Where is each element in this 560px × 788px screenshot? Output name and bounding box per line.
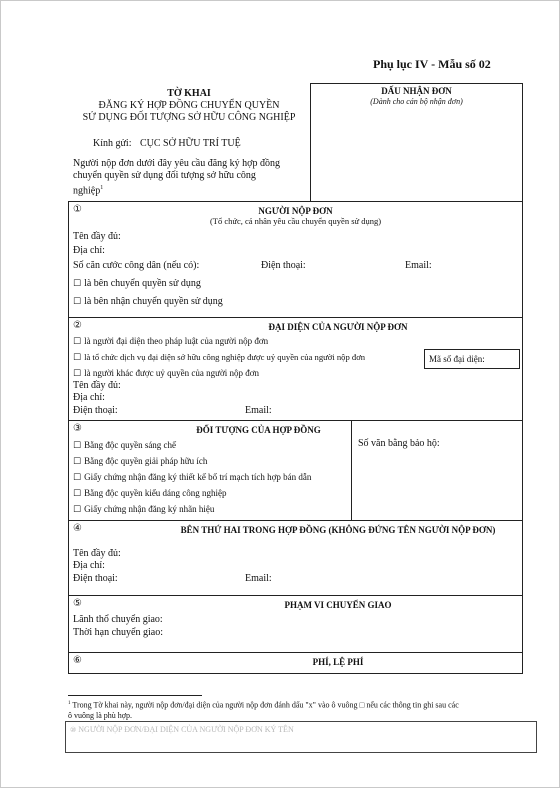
rep-email-label: Email: <box>245 405 272 416</box>
section-1-subtitle: (Tổ chức, cá nhân yêu cầu chuyển quyền sử dụng) <box>209 216 382 226</box>
appendix-label: Phụ lục IV - Mẫu số 02 <box>373 57 491 71</box>
protection-number-label: Số văn bằng bảo hộ: <box>358 438 440 449</box>
addressee-label: Kính gửi: <box>93 138 132 149</box>
footnote-text-2: ô vuông là phù hợp. <box>68 710 133 720</box>
checkbox-icon[interactable]: ☐ <box>73 441 82 451</box>
object-item-2[interactable] <box>73 456 207 468</box>
object-item-3-label: Giấy chứng nhận đăng ký thiết kế bố trí mạch tích hợp bán dẫn <box>84 472 312 482</box>
addressee: CỤC SỞ HỮU TRÍ TUỆ <box>139 138 241 149</box>
addressee-line <box>93 138 241 150</box>
request-text-2: chuyển quyền sử dụng đối tượng sở hữu công <box>73 170 256 181</box>
section-1-title: NGƯỜI NỘP ĐƠN <box>258 206 333 216</box>
applicant-phone-label: Điện thoại: <box>261 260 306 271</box>
section-5-title: PHẠM VI CHUYỂN GIAO <box>284 600 392 610</box>
footnote-number: 1 <box>68 701 71 706</box>
request-text-1: Người nộp đơn dưới đây yêu cầu đăng ký hợp đồng <box>73 158 280 169</box>
form-subtitle-1: ĐĂNG KÝ HỢP ĐỒNG CHUYỂN QUYỀN <box>98 100 280 111</box>
section-2-title: ĐẠI DIỆN CỦA NGƯỜI NỘP ĐƠN <box>268 322 408 332</box>
checkbox-icon[interactable]: ☐ <box>73 489 82 499</box>
section-5-number: ⑤ <box>73 598 82 609</box>
request-text-3-word: nghiệp <box>73 185 101 197</box>
option-transferee[interactable] <box>73 296 223 308</box>
option-legal-rep-label: là người đại diện theo pháp luật của người nộp đơn <box>84 336 269 346</box>
object-item-3[interactable] <box>73 472 311 484</box>
stamp-note: (Dành cho cán bộ nhận đơn) <box>370 97 463 106</box>
form-subtitle-2: SỬ DỤNG ĐỐI TƯỢNG SỞ HỮU CÔNG NGHIỆP <box>82 112 296 123</box>
footnote-separator <box>68 695 202 696</box>
section-4-number: ④ <box>73 523 82 534</box>
stamp-box <box>310 83 523 202</box>
stamp-title: DẤU NHẬN ĐƠN <box>381 86 452 96</box>
party-phone-label: Điện thoại: <box>73 573 118 584</box>
party-email-label: Email: <box>245 573 272 584</box>
applicant-address-label: Địa chỉ: <box>73 245 105 256</box>
section-1-number: ① <box>73 204 82 215</box>
party-address-label: Địa chỉ: <box>73 560 105 571</box>
object-item-5[interactable] <box>73 504 214 516</box>
applicant-email-label: Email: <box>405 260 432 271</box>
applicant-name-label: Tên đầy đủ: <box>73 231 121 242</box>
section-3-number: ③ <box>73 423 82 434</box>
checkbox-icon[interactable]: ☐ <box>73 279 82 289</box>
section-4-title: BÊN THỨ HAI TRONG HỢP ĐỒNG (KHÔNG ĐỨNG TÊN NGƯỜI NỘP ĐƠN) <box>180 525 496 535</box>
section-3-title: ĐỐI TƯỢNG CỦA HỢP ĐỒNG <box>196 425 321 435</box>
option-legal-rep[interactable] <box>73 336 268 348</box>
object-item-2-label: Bằng độc quyền giải pháp hữu ích <box>84 456 208 466</box>
object-item-5-label: Giấy chứng nhận đăng ký nhãn hiệu <box>84 504 215 514</box>
form-title: TỜ KHAI <box>167 88 211 99</box>
party-name-label: Tên đầy đủ: <box>73 548 121 559</box>
option-agency-rep[interactable] <box>73 352 365 364</box>
section-2-number: ② <box>73 320 82 331</box>
request-text-3 <box>73 182 103 197</box>
footnote-text-1: Trong Tờ khai này, người nộp đơn/đại diện của người nộp đơn đánh dấu "x" vào ô vuông □ nếu các thông tin ghi sau các <box>72 700 459 710</box>
option-transferor-label: là bên chuyển quyền sử dụng <box>84 278 201 289</box>
option-transferor[interactable] <box>73 278 201 290</box>
checkbox-icon[interactable]: ☐ <box>73 353 82 363</box>
section-6-title: PHÍ, LỆ PHÍ <box>312 657 364 667</box>
object-item-1-label: Bằng độc quyền sáng chế <box>84 440 177 450</box>
option-other-rep-label: là người khác được uỷ quyền của người nộp đơn <box>84 368 259 378</box>
applicant-id-label: Số căn cước công dân (nếu có): <box>73 260 200 271</box>
object-item-4[interactable] <box>73 488 227 500</box>
checkbox-icon[interactable]: ☐ <box>73 505 82 515</box>
rep-address-label: Địa chỉ: <box>73 392 105 403</box>
rep-name-label: Tên đầy đủ: <box>73 380 121 391</box>
signature-box <box>65 721 537 753</box>
option-transferee-label: là bên nhận chuyển quyền sử dụng <box>84 296 223 307</box>
signature-heading <box>70 725 294 735</box>
territory-label: Lãnh thổ chuyển giao: <box>73 614 163 625</box>
checkbox-icon[interactable]: ☐ <box>73 457 82 467</box>
duration-label: Thời hạn chuyển giao: <box>73 627 163 638</box>
option-agency-rep-label: là tổ chức dịch vụ đại diện sở hữu công nghiệp được uỷ quyền của người nộp đơn <box>84 352 366 362</box>
rep-phone-label: Điện thoại: <box>73 405 118 416</box>
signature-number: ⑩ <box>70 726 77 734</box>
agent-code-label: Mã số đại diện: <box>429 354 485 364</box>
object-item-4-label: Bằng độc quyền kiểu dáng công nghiệp <box>84 488 227 498</box>
checkbox-icon[interactable]: ☐ <box>73 369 82 379</box>
footnote <box>68 699 528 721</box>
signature-text: NGƯỜI NỘP ĐƠN/ĐẠI DIỆN CỦA NGƯỜI NỘP ĐƠN KÝ TÊN <box>78 725 294 734</box>
option-other-rep[interactable] <box>73 368 259 380</box>
footnote-ref: 1 <box>100 185 104 191</box>
checkbox-icon[interactable]: ☐ <box>73 473 82 483</box>
object-item-1[interactable] <box>73 440 176 452</box>
checkbox-icon[interactable]: ☐ <box>73 337 82 347</box>
checkbox-icon[interactable]: ☐ <box>73 297 82 307</box>
agent-code-box[interactable] <box>424 349 520 369</box>
section-6-number: ⑥ <box>73 655 82 666</box>
